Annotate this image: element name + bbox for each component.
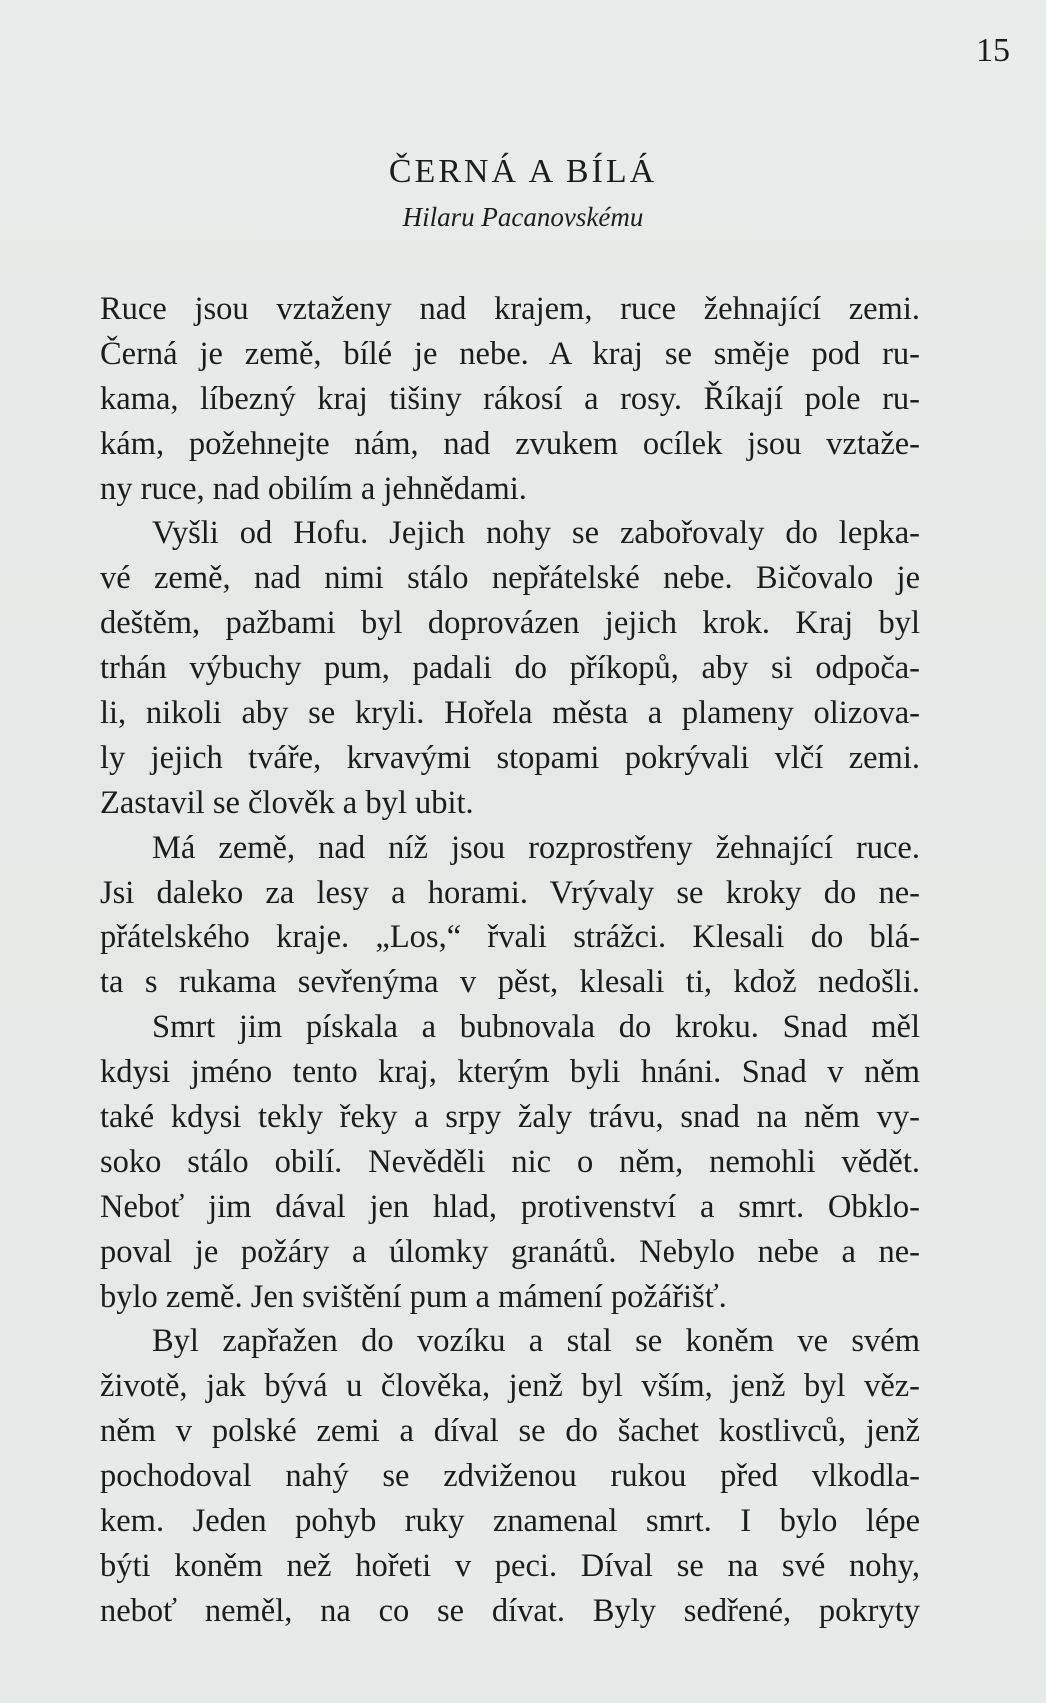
text-line: Neboť jim dával jen hlad, protivenství a smrt. Obklo- — [100, 1188, 920, 1225]
text-line: Vyšli od Hofu. Jejich nohy se zabořovaly do lepka- — [152, 515, 920, 552]
text-line: také kdysi tekly řeky a srpy žaly trávu, snad na něm vy- — [100, 1099, 920, 1136]
text-line: Jsi daleko za lesy a horami. Vrývaly se kroky do ne- — [100, 874, 920, 911]
text-line: ta s rukama sevřenýma v pěst, klesali ti, kdož nedošli. — [100, 964, 920, 1001]
text-line: Byl zapřažen do vozíku a stal se koněm ve svém — [152, 1323, 920, 1360]
text-line: Černá je země, bílé je nebe. A kraj se směje pod ru- — [100, 335, 920, 372]
page-number: 15 — [976, 32, 1010, 69]
text-line: Má země, nad níž jsou rozprostřeny žehnající ruce. — [152, 829, 920, 866]
text-line: býti koněm než hořeti v peci. Díval se na své nohy, — [100, 1547, 920, 1584]
chapter-heading — [0, 152, 1046, 234]
text-line: kama, líbezný kraj tišiny rákosí a rosy. Říkají pole ru- — [100, 380, 920, 417]
text-line: li, nikoli aby se kryli. Hořela města a plameny olizova- — [100, 695, 920, 732]
text-line: Zastavil se člověk a byl ubit. — [100, 784, 474, 821]
text-line: Ruce jsou vztaženy nad krajem, ruce žehnající zemi. — [100, 291, 920, 327]
text-line: pochodoval nahý se zdviženou rukou před vlkodla- — [100, 1458, 920, 1495]
text-line: kdysi jméno tento kraj, kterým byli hnáni. Snad v něm — [100, 1054, 920, 1091]
text-line: trhán výbuchy pum, padali do příkopů, aby si odpoča- — [100, 650, 920, 687]
text-line: kám, požehnejte nám, nad zvukem ocílek jsou vztaže- — [100, 425, 920, 462]
text-line: něm v polské zemi a díval se do šachet kostlivců, jenž — [100, 1413, 920, 1450]
text-line: soko stálo obilí. Nevěděli nic o něm, nemohli vědět. — [100, 1143, 920, 1180]
dedication: Hilaru Pacanovskému — [402, 202, 644, 232]
text-line: bylo země. Jen svištění pum a mámení požářišť. — [100, 1278, 727, 1315]
text-line: životě, jak bývá u člověka, jenž byl vším, jenž byl věz- — [100, 1368, 920, 1405]
text-line: deštěm, pažbami byl doprovázen jejich krok. Kraj byl — [100, 605, 920, 642]
chapter-title: ČERNÁ A BÍLÁ — [388, 153, 658, 190]
text-line: neboť neměl, na co se dívat. Byly sedřené, pokryty — [100, 1592, 920, 1629]
text-line: Smrt jim pískala a bubnovala do kroku. Snad měl — [152, 1009, 920, 1046]
text-line: kem. Jeden pohyb ruky znamenal smrt. I bylo lépe — [100, 1503, 920, 1540]
body-text — [100, 287, 920, 1634]
text-line: přátelského kraje. „Los,“ řvali strážci. Klesali do blá- — [100, 919, 920, 956]
text-line: vé země, nad nimi stálo nepřátelské nebe. Bičovalo je — [100, 560, 920, 597]
text-line: ly jejich tváře, krvavými stopami pokrývali vlčí zemi. — [100, 739, 920, 776]
text-line: poval je požáry a úlomky granátů. Nebylo nebe a ne- — [100, 1233, 920, 1270]
text-line: ny ruce, nad obilím a jehnědami. — [100, 470, 527, 507]
